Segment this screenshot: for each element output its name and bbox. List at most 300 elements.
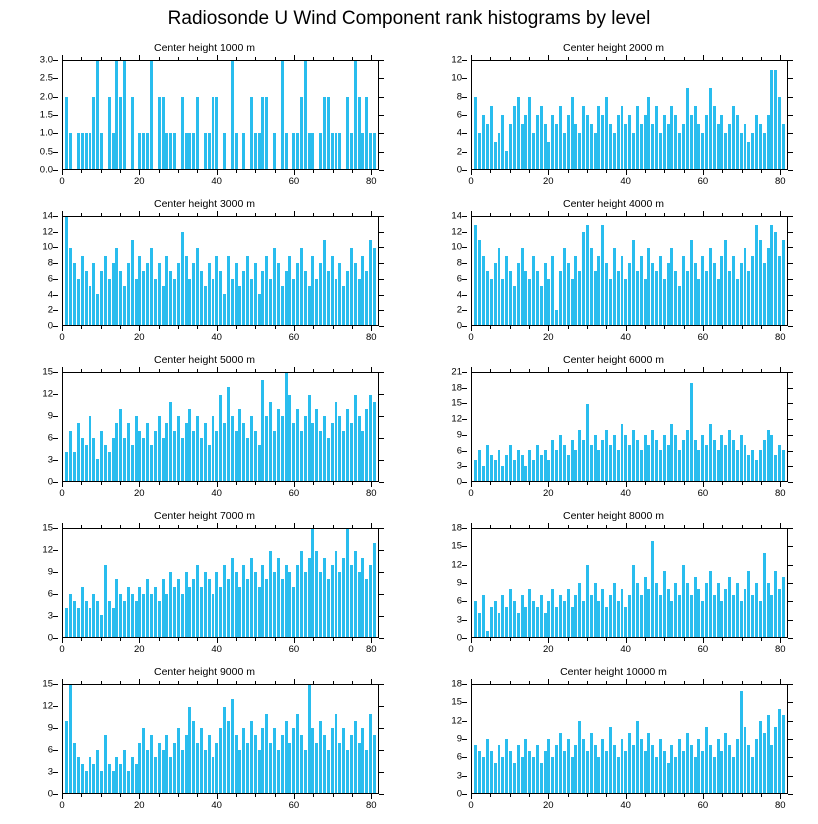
bar xyxy=(732,757,735,793)
x-tick-mark xyxy=(780,638,781,643)
y-axis-right-ticks xyxy=(379,684,389,794)
bar xyxy=(265,579,268,637)
x-tick-label: 80 xyxy=(774,800,786,811)
x-tick-mark xyxy=(568,482,569,485)
y-tick-mark xyxy=(788,133,793,134)
x-tick-mark xyxy=(645,794,646,797)
bar xyxy=(92,263,95,325)
bar xyxy=(617,115,620,169)
x-tick-mark xyxy=(529,525,530,528)
bar xyxy=(717,124,720,169)
bar xyxy=(713,757,716,793)
bar xyxy=(632,745,635,793)
x-tick-mark xyxy=(529,57,530,60)
bar xyxy=(713,263,716,325)
y-tick-mark xyxy=(788,620,793,621)
bar xyxy=(300,248,303,325)
x-tick-label: 20 xyxy=(543,176,554,187)
x-axis xyxy=(59,638,379,658)
y-tick-mark xyxy=(53,616,58,617)
x-tick-mark xyxy=(684,213,685,216)
bar xyxy=(208,263,211,325)
y-tick-mark xyxy=(462,115,467,116)
bar xyxy=(690,745,693,793)
bar xyxy=(578,133,581,169)
bar xyxy=(505,455,508,481)
y-tick-mark xyxy=(788,638,793,639)
bar xyxy=(478,133,481,169)
x-tick-mark xyxy=(587,525,588,528)
bar xyxy=(478,613,481,637)
y-tick-mark xyxy=(379,438,384,439)
plot-area xyxy=(471,684,788,794)
x-tick-mark xyxy=(703,523,704,528)
x-tick-mark xyxy=(722,638,723,641)
bar xyxy=(778,589,781,637)
x-tick-label: 20 xyxy=(543,644,554,655)
y-tick-label: 14 xyxy=(42,210,53,222)
x-tick-mark xyxy=(101,326,102,329)
bar xyxy=(235,735,238,793)
bar xyxy=(498,613,501,637)
x-tick-mark xyxy=(722,326,723,329)
y-tick-mark xyxy=(462,326,467,327)
bar xyxy=(219,728,222,793)
x-tick-mark xyxy=(529,369,530,372)
x-tick-mark xyxy=(120,213,121,216)
bar xyxy=(358,97,361,169)
bar xyxy=(96,61,99,169)
bar-series xyxy=(63,217,378,325)
bar xyxy=(173,133,176,169)
bar xyxy=(292,587,295,637)
bar xyxy=(181,750,184,793)
bar xyxy=(559,595,562,637)
x-tick-label: 40 xyxy=(211,488,222,499)
plot-area xyxy=(62,528,379,638)
bar xyxy=(185,423,188,481)
x-tick-mark xyxy=(236,57,237,60)
bar xyxy=(724,589,727,637)
bar xyxy=(501,595,504,637)
bar xyxy=(490,455,493,481)
bar xyxy=(609,124,612,169)
bar xyxy=(335,279,338,325)
bar xyxy=(246,438,249,481)
bar xyxy=(686,430,689,481)
y-tick-mark xyxy=(462,310,467,311)
bar xyxy=(517,450,520,481)
bar xyxy=(644,279,647,325)
bar xyxy=(323,240,326,325)
bar xyxy=(227,256,230,325)
y-tick-mark xyxy=(53,706,58,707)
x-tick-mark xyxy=(780,326,781,331)
bar xyxy=(659,595,662,637)
bar xyxy=(300,97,303,169)
panel-title: Center height 9000 m xyxy=(154,666,255,678)
x-tick-mark xyxy=(159,638,160,641)
bar xyxy=(613,583,616,637)
bar xyxy=(69,431,72,481)
bar xyxy=(100,615,103,637)
bar xyxy=(524,607,527,637)
bar xyxy=(770,435,773,481)
bar xyxy=(123,286,126,325)
bar xyxy=(659,256,662,325)
bar xyxy=(482,115,485,169)
bar xyxy=(185,572,188,637)
x-tick-mark xyxy=(722,482,723,485)
bar xyxy=(361,431,364,481)
plot-frame xyxy=(62,684,379,794)
x-tick-mark xyxy=(471,170,472,175)
y-tick-mark xyxy=(53,394,58,395)
x-tick-mark xyxy=(761,794,762,797)
bar xyxy=(365,97,368,169)
x-tick-label: 40 xyxy=(211,332,222,343)
bar xyxy=(474,97,477,169)
y-tick-label: 3 xyxy=(456,770,462,782)
bar-series xyxy=(63,61,378,169)
y-tick-mark xyxy=(379,594,384,595)
bar xyxy=(628,263,631,325)
x-tick-mark xyxy=(294,482,295,487)
x-tick-mark xyxy=(722,57,723,60)
bar xyxy=(327,750,330,793)
bar xyxy=(555,607,558,637)
x-tick-mark xyxy=(178,57,179,60)
x-tick-mark xyxy=(742,326,743,329)
plot-frame xyxy=(62,60,379,170)
bar xyxy=(478,450,481,481)
y-tick-mark xyxy=(788,583,793,584)
chart-panel xyxy=(0,508,409,664)
bar xyxy=(694,577,697,637)
y-tick-mark xyxy=(379,310,384,311)
bar xyxy=(311,423,314,481)
x-tick-mark xyxy=(568,213,569,216)
y-axis-right-ticks xyxy=(788,60,798,170)
bar xyxy=(358,416,361,481)
y-tick-mark xyxy=(53,263,58,264)
y-tick-label: 15 xyxy=(451,397,462,409)
x-tick-mark xyxy=(780,211,781,216)
bar xyxy=(350,423,353,481)
bar xyxy=(265,256,268,325)
x-tick-mark xyxy=(313,170,314,173)
bar xyxy=(338,572,341,637)
bar xyxy=(119,764,122,793)
y-tick-label: 2 xyxy=(47,304,53,316)
x-tick-label: 20 xyxy=(134,644,145,655)
x-tick-mark xyxy=(275,794,276,797)
y-tick-mark xyxy=(462,466,467,467)
x-tick-mark xyxy=(761,681,762,684)
x-tick-mark xyxy=(548,367,549,372)
bar xyxy=(563,751,566,793)
y-tick-mark xyxy=(379,460,384,461)
bar xyxy=(304,61,307,169)
y-tick-mark xyxy=(788,310,793,311)
y-tick-mark xyxy=(53,550,58,551)
y-tick-mark xyxy=(462,757,467,758)
x-tick-label: 0 xyxy=(59,488,65,499)
bar xyxy=(223,565,226,637)
bar xyxy=(281,579,284,637)
y-tick-mark xyxy=(53,232,58,233)
plot-frame xyxy=(62,372,379,482)
bar xyxy=(242,728,245,793)
y-tick-mark xyxy=(462,170,467,171)
bar xyxy=(759,240,762,325)
bar xyxy=(540,286,543,325)
x-tick-mark xyxy=(626,367,627,372)
bar xyxy=(342,558,345,637)
x-tick-mark xyxy=(645,681,646,684)
bar xyxy=(524,739,527,793)
y-tick-mark xyxy=(462,232,467,233)
bar xyxy=(667,763,670,793)
bar xyxy=(747,455,750,481)
x-tick-mark xyxy=(255,681,256,684)
bar xyxy=(582,739,585,793)
y-tick-label: 0 xyxy=(456,788,462,800)
bar xyxy=(578,430,581,481)
bar xyxy=(713,440,716,481)
bar xyxy=(694,106,697,169)
y-tick-mark xyxy=(462,565,467,566)
x-tick-mark xyxy=(178,369,179,372)
y-tick-label: 10 xyxy=(451,72,462,84)
bar xyxy=(767,115,770,169)
bar xyxy=(486,124,489,169)
bar xyxy=(605,751,608,793)
x-tick-mark xyxy=(684,638,685,641)
x-tick-mark xyxy=(255,525,256,528)
x-tick-label: 80 xyxy=(365,644,377,655)
x-tick-mark xyxy=(62,794,63,799)
bar xyxy=(494,601,497,637)
x-tick-mark xyxy=(81,525,82,528)
x-tick-mark xyxy=(275,369,276,372)
y-tick-mark xyxy=(462,78,467,79)
x-tick-mark xyxy=(313,213,314,216)
y-tick-mark xyxy=(462,546,467,547)
x-tick-mark xyxy=(471,482,472,487)
x-tick-mark xyxy=(548,679,549,684)
bar xyxy=(655,271,658,325)
x-tick-mark xyxy=(761,57,762,60)
y-tick-label: 12 xyxy=(42,388,53,400)
bar xyxy=(277,558,280,637)
y-tick-mark xyxy=(462,702,467,703)
x-tick-mark xyxy=(352,170,353,173)
x-tick-mark xyxy=(62,367,63,372)
bar xyxy=(327,579,330,637)
y-tick-mark xyxy=(379,394,384,395)
bar xyxy=(782,715,785,793)
bar xyxy=(311,133,314,169)
bar xyxy=(65,608,68,637)
x-tick-label: 0 xyxy=(59,176,65,187)
bar xyxy=(315,743,318,793)
y-tick-mark xyxy=(462,684,467,685)
y-tick-mark xyxy=(53,460,58,461)
bar xyxy=(763,733,766,793)
x-tick-mark xyxy=(780,482,781,487)
x-tick-mark xyxy=(81,794,82,797)
bar xyxy=(92,97,95,169)
bar xyxy=(292,423,295,481)
bar xyxy=(563,133,566,169)
y-tick-mark xyxy=(379,263,384,264)
bar xyxy=(678,739,681,793)
y-tick-mark xyxy=(53,416,58,417)
bar xyxy=(540,763,543,793)
bar xyxy=(732,440,735,481)
bar xyxy=(369,395,372,481)
bar xyxy=(621,739,624,793)
bar xyxy=(365,750,368,793)
bar xyxy=(142,438,145,481)
bar xyxy=(667,263,670,325)
bar xyxy=(112,771,115,793)
x-tick-mark xyxy=(159,369,160,372)
x-tick-mark xyxy=(275,681,276,684)
bar xyxy=(208,735,211,793)
bar xyxy=(517,745,520,793)
x-tick-mark xyxy=(101,57,102,60)
bar xyxy=(582,601,585,637)
bar xyxy=(96,294,99,325)
y-tick-label: 12 xyxy=(451,715,462,727)
x-tick-label: 40 xyxy=(620,800,631,811)
bar xyxy=(490,279,493,325)
x-tick-label: 0 xyxy=(468,176,474,187)
bar xyxy=(162,286,165,325)
x-tick-mark xyxy=(236,326,237,329)
bar xyxy=(108,601,111,637)
bar xyxy=(640,739,643,793)
bar xyxy=(617,757,620,793)
x-tick-label: 0 xyxy=(468,644,474,655)
bar xyxy=(123,750,126,793)
bar xyxy=(517,97,520,169)
bar xyxy=(169,402,172,481)
bar xyxy=(559,271,562,325)
x-tick-mark xyxy=(529,681,530,684)
y-tick-label: 15 xyxy=(451,540,462,552)
bar xyxy=(323,97,326,169)
bar xyxy=(755,225,758,325)
bar xyxy=(670,248,673,325)
x-tick-mark xyxy=(352,326,353,329)
bar xyxy=(632,240,635,325)
bar xyxy=(127,587,130,637)
bar xyxy=(736,583,739,637)
bar xyxy=(663,751,666,793)
bar xyxy=(755,739,758,793)
plot-area xyxy=(471,216,788,326)
bar xyxy=(613,133,616,169)
x-tick-mark xyxy=(548,482,549,487)
bar xyxy=(165,735,168,793)
bar xyxy=(505,607,508,637)
bar xyxy=(590,445,593,481)
bar xyxy=(490,607,493,637)
bar xyxy=(636,440,639,481)
bar xyxy=(350,565,353,637)
bar xyxy=(528,751,531,793)
bar xyxy=(770,745,773,793)
y-tick-mark xyxy=(788,263,793,264)
x-tick-mark xyxy=(255,369,256,372)
bar xyxy=(498,133,501,169)
x-tick-mark xyxy=(684,681,685,684)
x-tick-mark xyxy=(120,681,121,684)
bar xyxy=(81,438,84,481)
bar xyxy=(331,728,334,793)
bar xyxy=(674,435,677,481)
x-tick-mark xyxy=(255,213,256,216)
bar xyxy=(667,124,670,169)
bar xyxy=(571,97,574,169)
bar-series xyxy=(472,529,787,637)
x-tick-mark xyxy=(664,369,665,372)
plot-frame xyxy=(471,60,788,170)
x-tick-label: 0 xyxy=(59,644,65,655)
bar xyxy=(524,115,527,169)
bar xyxy=(165,594,168,637)
panel-title: Center height 5000 m xyxy=(154,354,255,366)
y-tick-mark xyxy=(53,115,58,116)
x-tick-mark xyxy=(139,794,140,799)
bar xyxy=(331,133,334,169)
bar xyxy=(112,608,115,637)
plot-area xyxy=(62,372,379,482)
bar xyxy=(651,745,654,793)
y-tick-mark xyxy=(53,372,58,373)
bar xyxy=(346,97,349,169)
x-tick-mark xyxy=(120,638,121,641)
bar xyxy=(261,565,264,637)
x-tick-mark xyxy=(197,170,198,173)
bar xyxy=(709,248,712,325)
y-tick-label: 0 xyxy=(456,320,462,332)
bar xyxy=(285,721,288,793)
y-tick-mark xyxy=(788,739,793,740)
bar xyxy=(77,757,80,793)
x-tick-mark xyxy=(664,638,665,641)
x-tick-mark xyxy=(490,794,491,797)
y-tick-label: 12 xyxy=(451,226,462,238)
x-tick-mark xyxy=(333,57,334,60)
bar xyxy=(498,248,501,325)
bar xyxy=(567,739,570,793)
bar xyxy=(678,286,681,325)
x-tick-mark xyxy=(236,525,237,528)
bar xyxy=(567,115,570,169)
bar xyxy=(358,743,361,793)
bar xyxy=(678,450,681,481)
x-tick-mark xyxy=(217,367,218,372)
bar xyxy=(89,608,92,637)
bar xyxy=(81,256,84,325)
bar xyxy=(89,757,92,793)
y-tick-label: 4 xyxy=(456,127,462,139)
bar xyxy=(528,589,531,637)
